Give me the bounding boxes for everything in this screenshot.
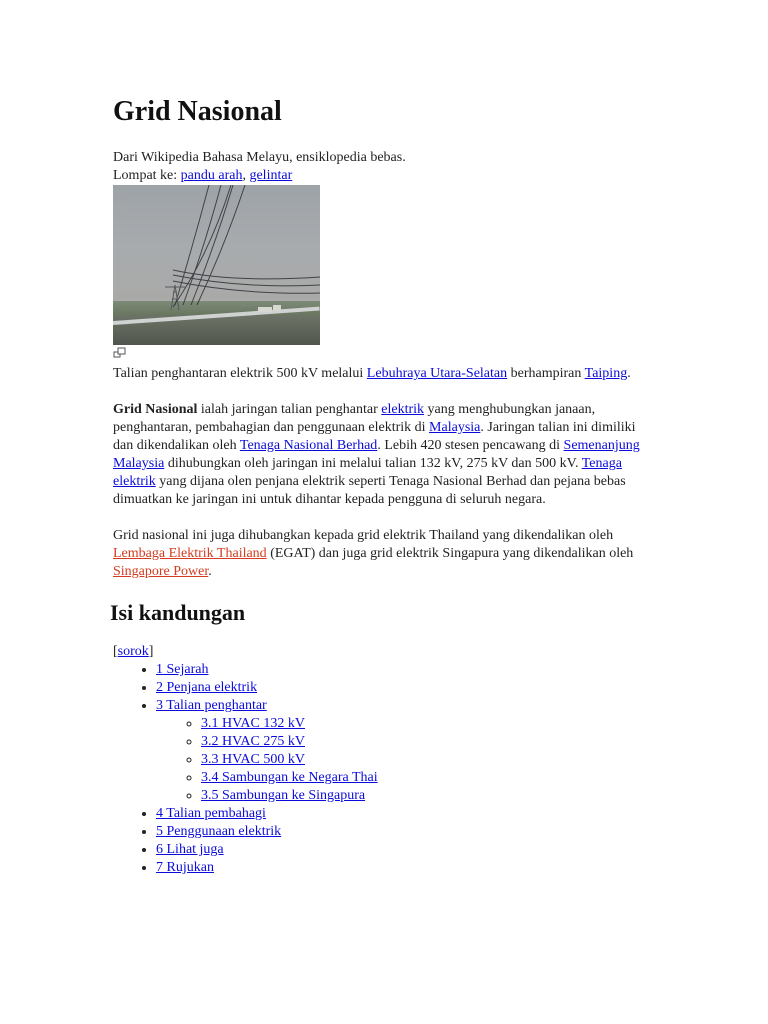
toc-link-penggunaan[interactable]: 5 Penggunaan elektrik — [156, 824, 282, 839]
article — [110, 95, 658, 877]
link-egat[interactable]: Lembaga Elektrik Thailand — [113, 546, 267, 561]
toc-subitem — [201, 787, 658, 805]
toc-item — [156, 859, 658, 877]
text-run: yang dijana olen penjana elektrik seperti Tenaga Nasional Berhad dan pejana bebas dimuatkan ke jaringan ini untuk dihantar kepada pengguna di seluruh negara. — [113, 474, 626, 507]
toc-link-singapura[interactable]: 3.5 Sambungan ke Singapura — [201, 788, 366, 803]
toc-subitem — [201, 769, 658, 787]
figure — [113, 185, 658, 383]
nav-link[interactable]: pandu arah — [180, 168, 243, 183]
text-run: . Lebih 420 stesen pencawang di — [377, 438, 561, 453]
link-malaysia[interactable]: Malaysia — [429, 420, 481, 435]
page-title: Grid Nasional — [113, 96, 282, 127]
toc-link-rujukan[interactable]: 7 Rujukan — [156, 860, 214, 875]
toc-link-penjana[interactable]: 2 Penjana elektrik — [156, 680, 258, 695]
site-tagline: Dari Wikipedia Bahasa Melayu, ensiklopedia bebas. — [113, 150, 406, 165]
table-of-contents — [113, 643, 658, 877]
link-tnb[interactable]: Tenaga Nasional Berhad — [239, 438, 378, 453]
caption-end: . — [627, 366, 631, 381]
toc-link-talian-penghantar[interactable]: 3 Talian penghantar — [156, 698, 267, 713]
toc-subitem — [201, 751, 658, 769]
toc-item — [156, 805, 658, 823]
search-link[interactable]: gelintar — [249, 168, 293, 183]
link-elektrik[interactable]: elektrik — [381, 402, 425, 417]
text-run: Grid nasional ini juga dihubangkan kepada grid elektrik Thailand yang dikendalikan oleh — [113, 528, 614, 543]
caption-link-lebuhraya[interactable]: Lebuhraya Utara-Selatan — [366, 366, 508, 381]
text-run: . — [208, 564, 212, 579]
figure-caption — [113, 365, 658, 383]
toc-link-hvac-275[interactable]: 3.2 HVAC 275 kV — [201, 734, 305, 749]
power-lines-graphic — [113, 185, 320, 345]
text-run: ialah jaringan talian penghantar — [200, 402, 378, 417]
link-semenanjung[interactable]: Semenanjung Malaysia — [113, 438, 640, 471]
bracket-close: ] — [148, 644, 154, 659]
toc-link-lihat-juga[interactable]: 6 Lihat juga — [156, 842, 224, 857]
toc-link-talian-pembahagi[interactable]: 4 Talian pembahagi — [156, 806, 266, 821]
caption-link-taiping[interactable]: Taiping — [584, 366, 628, 381]
toc-subitem — [201, 715, 658, 733]
toc-item — [156, 841, 658, 859]
toc-toggle — [113, 643, 658, 661]
toc-link-hvac-500[interactable]: 3.3 HVAC 500 kV — [201, 752, 305, 767]
toc-list — [113, 661, 658, 877]
toc-link-hvac-132[interactable]: 3.1 HVAC 132 kV — [201, 716, 305, 731]
toc-link-thai[interactable]: 3.4 Sambungan ke Negara Thai — [201, 770, 378, 785]
toc-item — [156, 661, 658, 679]
power-line-photo[interactable] — [113, 185, 320, 345]
caption-text: Talian penghantaran elektrik 500 kV melalui — [113, 366, 364, 381]
link-singapore-power[interactable]: Singapore Power — [113, 564, 209, 579]
magnify-icon[interactable] — [113, 347, 127, 359]
toc-item — [156, 679, 658, 697]
jump-separator: , — [242, 168, 246, 183]
text-run: . Jaringan talian ini dimiliki dan dikendalikan oleh — [113, 420, 636, 453]
toc-item — [156, 697, 658, 805]
caption-text-mid: berhampiran — [510, 366, 582, 381]
bracket-open: [ — [113, 644, 118, 659]
toc-item — [156, 823, 658, 841]
link-tenaga-elektrik[interactable]: Tenaga elektrik — [113, 456, 622, 489]
toc-sublist — [156, 715, 658, 805]
bold-term: Grid Nasional — [113, 402, 198, 417]
jump-label: Lompat ke: — [113, 168, 178, 183]
text-run: (EGAT) dan juga grid elektrik Singapura yang dikendalikan oleh — [270, 546, 634, 561]
text-run: yang menghubungkan janaan, penghantaran, pembahagian dan penggunaan elektrik di — [113, 402, 596, 435]
intro-paragraph — [113, 401, 658, 509]
toc-link-sejarah[interactable]: 1 Sejarah — [156, 662, 209, 677]
jump-links — [113, 167, 658, 185]
text-run: dihubungkan oleh jaringan ini melalui talian 132 kV, 275 kV dan 500 kV. — [167, 456, 579, 471]
toc-heading: Isi kandungan — [110, 600, 246, 625]
toc-hide-link[interactable]: sorok — [117, 644, 149, 659]
interconnect-paragraph — [113, 527, 658, 581]
toc-subitem — [201, 733, 658, 751]
